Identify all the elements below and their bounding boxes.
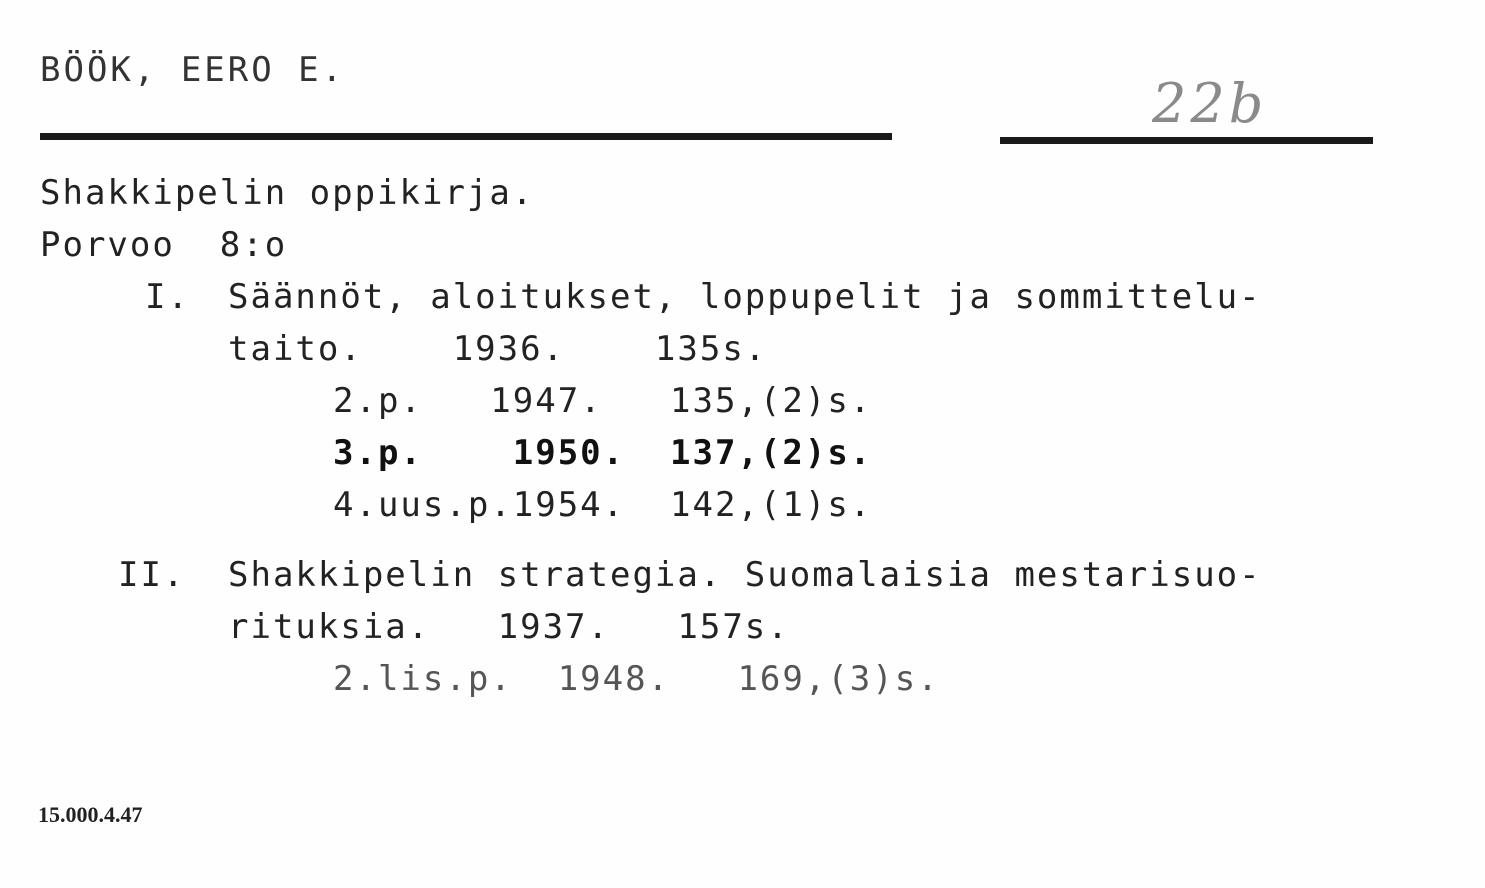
volume-2-title-line-2: rituksia. 1937. 157s. xyxy=(228,607,790,647)
author-rule xyxy=(40,133,892,140)
call-number-handwritten: 22b xyxy=(1152,72,1268,135)
imprint: Porvoo 8:o xyxy=(40,225,288,265)
volume-1-title-line-1: Säännöt, aloitukset, loppupelit ja sommittelu- xyxy=(228,277,1262,317)
print-code: 15.000.4.47 xyxy=(38,802,143,827)
volume-2-numeral: II. xyxy=(118,555,186,595)
book-title: Shakkipelin oppikirja. xyxy=(40,173,535,213)
volume-2-title-line-1: Shakkipelin strategia. Suomalaisia mestarisuo- xyxy=(228,555,1262,595)
call-number-rule xyxy=(1000,137,1373,144)
volume-1-title-line-2: taito. 1936. 135s. xyxy=(228,329,768,369)
volume-1-numeral: I. xyxy=(145,277,190,317)
volume-1-edition-2: 2.p. 1947. 135,(2)s. xyxy=(333,381,873,421)
author-heading: BÖÖK, EERO E. xyxy=(40,50,346,90)
volume-1-edition-4: 4.uus.p.1954. 142,(1)s. xyxy=(333,485,873,525)
volume-1-edition-3: 3.p. 1950. 137,(2)s. xyxy=(333,433,873,473)
volume-2-edition-2: 2.lis.p. 1948. 169,(3)s. xyxy=(333,659,940,699)
